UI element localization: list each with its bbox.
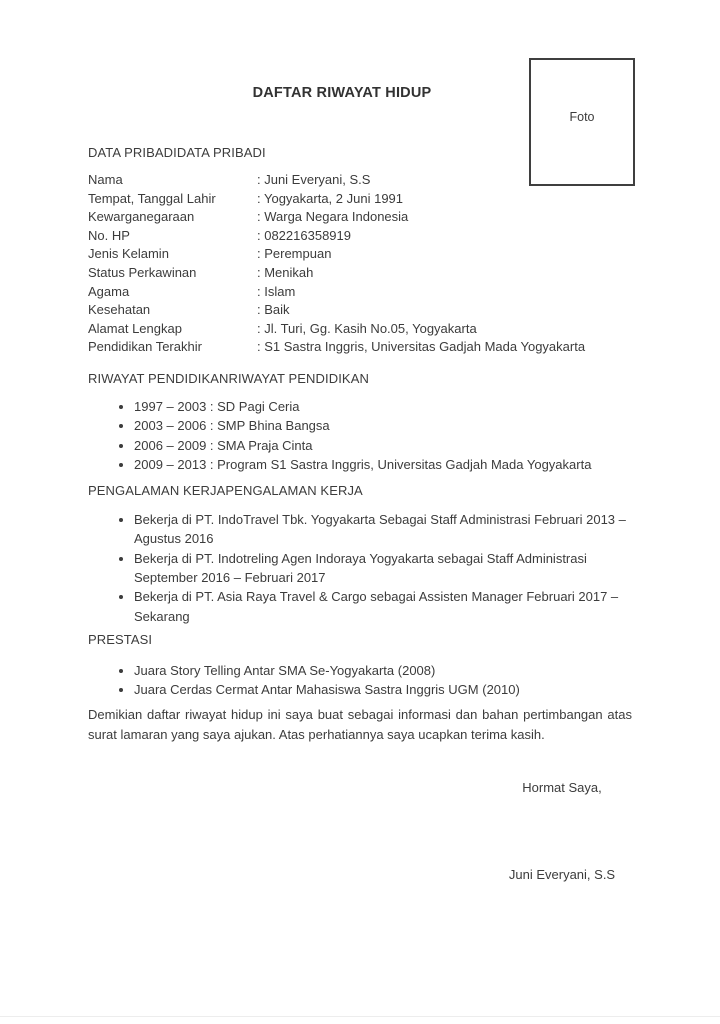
page-bottom-edge xyxy=(0,1016,720,1017)
personal-data-label: Status Perkawinan xyxy=(88,264,197,280)
personal-data-row xyxy=(88,190,632,209)
personal-data-label: No. HP xyxy=(88,227,130,243)
photo-placeholder-label: Foto xyxy=(569,110,595,124)
experience-heading: PENGALAMAN KERJAPENGALAMAN KERJA xyxy=(88,483,363,499)
education-item: • 1997 – 2003 : SD Pagi Ceria xyxy=(134,397,632,416)
achievement-item: • Juara Cerdas Cermat Antar Mahasiswa Sastra Inggris UGM (2010) xyxy=(134,680,632,699)
personal-data-row xyxy=(88,338,632,357)
experience-item: • Bekerja di PT. Indotreling Agen Indoraya Yogyakarta sebagai Staff Administrasi September 2016 – Februari 2017 xyxy=(134,549,632,588)
personal-data-heading: DATA PRIBADIDATA PRIBADI xyxy=(88,145,266,160)
personal-data-label: Agama xyxy=(88,283,130,299)
education-item: • 2006 – 2009 : SMA Praja Cinta xyxy=(134,436,632,455)
personal-data-rows xyxy=(88,171,632,357)
personal-data-row xyxy=(88,320,632,339)
personal-data-row xyxy=(88,301,632,320)
personal-data-label: Pendidikan Terakhir xyxy=(88,339,202,355)
personal-data-label: Jenis Kelamin xyxy=(88,246,169,262)
education-heading: RIWAYAT PENDIDIKANRIWAYAT PENDIDIKAN xyxy=(88,370,369,386)
signature-salutation: Hormat Saya, xyxy=(522,779,602,795)
personal-data-value: : 082216358919 xyxy=(257,227,351,243)
achievements-heading: PRESTASI xyxy=(88,631,153,647)
personal-data-value: : Baik xyxy=(257,302,290,318)
personal-data-row xyxy=(88,245,632,264)
cv-title: DAFTAR RIWAYAT HIDUP xyxy=(252,85,432,101)
signature-name: Juni Everyani, S.S xyxy=(508,866,616,882)
signature-block xyxy=(480,778,644,884)
personal-data-row xyxy=(88,264,632,283)
achievements-list xyxy=(88,661,632,700)
photo-placeholder-box xyxy=(529,58,635,186)
education-item: • 2009 – 2013 : Program S1 Sastra Inggris, Universitas Gadjah Mada Yogyakarta xyxy=(134,455,632,474)
personal-data-value: : Yogyakarta, 2 Juni 1991 xyxy=(257,190,404,206)
education-list xyxy=(88,397,632,474)
personal-data-value: : Menikah xyxy=(257,264,314,280)
education-item: • 2003 – 2006 : SMP Bhina Bangsa xyxy=(134,416,632,435)
experience-list xyxy=(88,510,632,626)
experience-item: • Bekerja di PT. Asia Raya Travel & Cargo sebagai Assisten Manager Februari 2017 – Sekarang xyxy=(134,587,632,626)
personal-data-row xyxy=(88,283,632,302)
personal-data-value: : Perempuan xyxy=(257,246,332,262)
personal-data-value: : Islam xyxy=(257,283,296,299)
personal-data-row xyxy=(88,227,632,246)
personal-data-value: : Juni Everyani, S.S xyxy=(257,172,371,187)
experience-item: • Bekerja di PT. IndoTravel Tbk. Yogyakarta Sebagai Staff Administrasi Februari 2013 – Agustus 2016 xyxy=(134,510,632,549)
personal-data-value: : S1 Sastra Inggris, Universitas Gadjah Mada Yogyakarta xyxy=(257,339,586,355)
personal-data-label: Tempat, Tanggal Lahir xyxy=(88,190,216,206)
personal-data-label: Alamat Lengkap xyxy=(88,320,182,336)
personal-data-label: Kewarganegaraan xyxy=(88,209,195,225)
achievement-item: • Juara Story Telling Antar SMA Se-Yogyakarta (2008) xyxy=(134,661,632,680)
personal-data-label: Kesehatan xyxy=(88,302,151,318)
personal-data-row xyxy=(88,208,632,227)
personal-data-value: : Jl. Turi, Gg. Kasih No.05, Yogyakarta xyxy=(257,320,477,336)
personal-data-label: Nama xyxy=(88,172,123,187)
closing-paragraph: Demikian daftar riwayat hidup ini saya buat sebagai informasi dan bahan pertimbangan atas surat lamaran yang saya ajukan. Atas perhatiannya saya ucapkan terima kasih. xyxy=(88,706,632,742)
personal-data-value: : Warga Negara Indonesia xyxy=(257,209,409,225)
